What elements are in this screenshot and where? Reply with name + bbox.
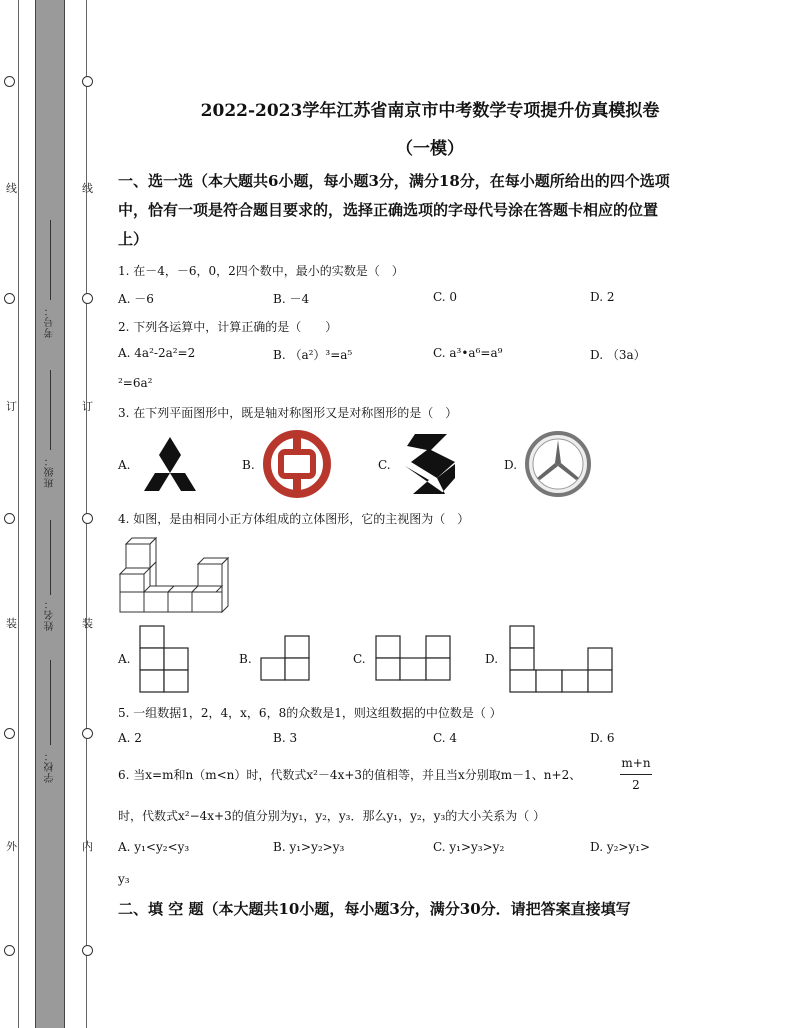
bank-of-china-logo-icon (262, 430, 332, 498)
question-stem: 3. 在下列平面图形中，既是轴对称图形又是对称图形的是（ ） (118, 406, 458, 420)
question-stem: 6. 当x=m和n（m<n）时，代数式x²－4x+3的值相等，并且当x分别取m－1、n+2、 (118, 768, 582, 782)
class-line[interactable] (50, 370, 51, 450)
exam-number-label: 考号： (45, 305, 56, 338)
binding-hole-icon (82, 945, 93, 956)
option-d[interactable]: D. y₂>y₁> (590, 840, 651, 854)
binding-char: 装 (6, 617, 17, 630)
name-label: 姓名： (45, 598, 56, 631)
option-d-continued: ²=6a² (118, 376, 153, 390)
option-d[interactable]: D. 2 (590, 290, 615, 304)
option-d[interactable]: D. （3a） (590, 348, 646, 362)
option-a[interactable]: A. (118, 652, 131, 666)
option-b[interactable]: B. (242, 458, 255, 472)
page-subtitle: （一模） (396, 139, 464, 159)
section-heading: 一、选一选（本大题共6小题，每小题3分，满分18分，在每小题所给出的四个选项中，恰有一项是符合题目要求的，选择正确选项的字母代号涂在答题卡相应的位置上） (118, 172, 670, 248)
binding-char: 订 (82, 400, 93, 413)
option-b[interactable]: B. （a²）³=a⁵ (273, 348, 353, 362)
binding-char: 外 (6, 840, 17, 853)
binding-hole-icon (4, 76, 15, 87)
binding-strip (0, 0, 100, 1028)
school-line[interactable] (50, 660, 51, 745)
option-c[interactable]: C. (353, 652, 366, 666)
page-title: 2022-2023学年江苏省南京市中考数学专项提升仿真模拟卷 (200, 101, 660, 121)
binding-gray-band (35, 0, 65, 1028)
option-b[interactable]: B. 3 (273, 731, 298, 745)
fraction-denominator: 2 (632, 778, 640, 792)
binding-char: 内 (82, 840, 93, 853)
option-a[interactable]: A. (118, 458, 131, 472)
binding-char: 装 (82, 617, 93, 630)
binding-hole-icon (82, 76, 93, 87)
option-b-figure (259, 634, 315, 684)
binding-char: 订 (6, 400, 17, 413)
option-d-continued: y₃ (118, 872, 130, 886)
name-line[interactable] (50, 520, 51, 595)
binding-hole-icon (82, 728, 93, 739)
option-a[interactable]: A. 4a²-2a²=2 (118, 346, 196, 360)
option-c[interactable]: C. a³•a⁶=a⁹ (433, 346, 503, 360)
option-c[interactable]: C. (378, 458, 391, 472)
binding-hole-icon (4, 293, 15, 304)
binding-char: 线 (82, 182, 93, 195)
exam-number-line[interactable] (50, 220, 51, 300)
suzuki-logo-icon (397, 432, 463, 496)
option-a[interactable]: A. －6 (118, 292, 154, 306)
section-heading: 二、填 空 题（本大题共10小题，每小题3分，满分30分．请把答案直接填写 (118, 900, 631, 918)
option-c[interactable]: C. 4 (433, 731, 458, 745)
option-a[interactable]: A. 2 (118, 731, 142, 745)
option-c[interactable]: C. y₁>y₃>y₂ (433, 840, 505, 854)
mercedes-logo-icon (524, 430, 592, 498)
binding-hole-icon (4, 513, 15, 524)
question-stem: 1. 在－4，－6，0，2四个数中，最小的实数是（ ） (118, 264, 404, 278)
binding-char: 线 (6, 182, 17, 195)
question-stem: 5. 一组数据1，2，4，x，6，8的众数是1，则这组数据的中位数是（ ） (118, 706, 502, 720)
fraction-numerator: m+n (621, 756, 651, 770)
option-a[interactable]: A. y₁<y₂<y₃ (118, 840, 190, 854)
option-b[interactable]: B. －4 (273, 292, 310, 306)
binding-hole-icon (4, 728, 15, 739)
mitsubishi-logo-icon (138, 435, 202, 493)
option-d[interactable]: D. (485, 652, 499, 666)
option-d[interactable]: D. (504, 458, 518, 472)
binding-hole-icon (82, 293, 93, 304)
option-c[interactable]: C. 0 (433, 290, 458, 304)
binding-hole-icon (82, 513, 93, 524)
binding-line (18, 0, 19, 1028)
option-b[interactable]: B. (239, 652, 252, 666)
option-a-figure (138, 624, 194, 696)
class-label: 班级： (45, 455, 56, 488)
cube-solid-figure (118, 536, 236, 614)
option-c-figure (374, 634, 456, 684)
option-d-figure (508, 624, 618, 696)
question-stem: 4. 如图，是由相同小正方体组成的立体图形，它的主视图为（ ） (118, 512, 470, 526)
option-d[interactable]: D. 6 (590, 731, 615, 745)
binding-hole-icon (4, 945, 15, 956)
option-b[interactable]: B. y₁>y₂>y₃ (273, 840, 345, 854)
fraction-bar (620, 774, 652, 775)
school-label: 学校： (45, 750, 56, 783)
question-stem: 2. 下列各运算中，计算正确的是（ ） (118, 320, 338, 334)
question-line2: 时，代数式x²−4x+3的值分别为y₁，y₂，y₃．那么y₁，y₂，y₃的大小关系为（ ） (118, 809, 546, 823)
